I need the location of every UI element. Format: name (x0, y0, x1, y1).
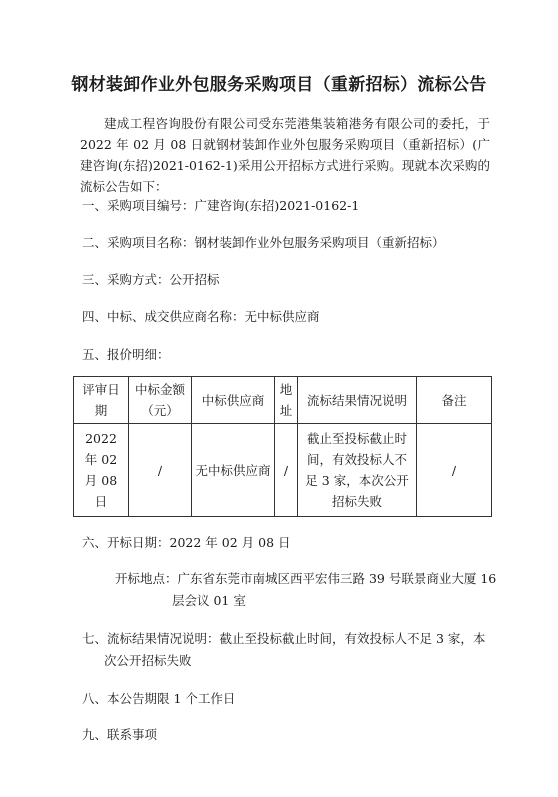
header-result-description: 流标结果情况说明 (298, 377, 417, 424)
cell-award-amount: / (129, 424, 192, 517)
cell-remarks: / (417, 424, 492, 517)
procurement-method: 三、采购方式：公开招标 (82, 272, 220, 287)
opening-location-line2: 层会议 01 室 (172, 593, 246, 608)
cell-winning-supplier: 无中标供应商 (192, 424, 275, 517)
header-award-amount: 中标金额（元） (129, 377, 192, 424)
cell-result-description: 截止至投标截止时间，有效投标人不足 3 家，本次公开招标失败 (298, 424, 417, 517)
price-detail-heading: 五、报价明细： (82, 347, 170, 362)
document-title: 钢材装卸作业外包服务采购项目（重新招标）流标公告 (71, 75, 487, 95)
project-number: 一、采购项目编号：广建咨询(东招)2021-0162-1 (82, 198, 360, 213)
contact-heading: 九、联系事项 (82, 727, 158, 742)
intro-paragraph: 建成工程咨询股份有限公司受东莞港集装箱港务有限公司的委托，于 2022 年 02 月 08 日就钢材装卸作业外包服务采购项目（重新招标）(广建咨询(东招)2021-0162-1)采用公开招标方式进行采购。现就本次采购的流标公告如下： (80, 116, 490, 194)
header-remarks: 备注 (417, 377, 492, 424)
result-description-line1: 七、流标结果情况说明：截止至投标截止时间，有效投标人不足 3 家，本 (82, 631, 486, 646)
table-header-row (74, 377, 492, 424)
opening-location-line1: 开标地点：广东省东莞市南城区西平宏伟三路 39 号联景商业大厦 16 (115, 571, 497, 586)
table-row (74, 424, 492, 517)
winning-supplier: 四、中标、成交供应商名称：无中标供应商 (82, 309, 320, 324)
price-detail-table (73, 376, 492, 517)
header-review-date: 评审日期 (74, 377, 129, 424)
result-description-line2: 次公开招标失败 (104, 653, 192, 668)
cell-review-date: 2022 年 02 月 08 日 (74, 424, 129, 517)
cell-address: / (275, 424, 298, 517)
header-winning-supplier: 中标供应商 (192, 377, 275, 424)
opening-date: 六、开标日期：2022 年 02 月 08 日 (82, 535, 291, 550)
project-name: 二、采购项目名称：钢材装卸作业外包服务采购项目（重新招标） (82, 235, 445, 250)
notice-period: 八、本公告期限 1 个工作日 (82, 691, 236, 706)
header-address: 地址 (275, 377, 298, 424)
